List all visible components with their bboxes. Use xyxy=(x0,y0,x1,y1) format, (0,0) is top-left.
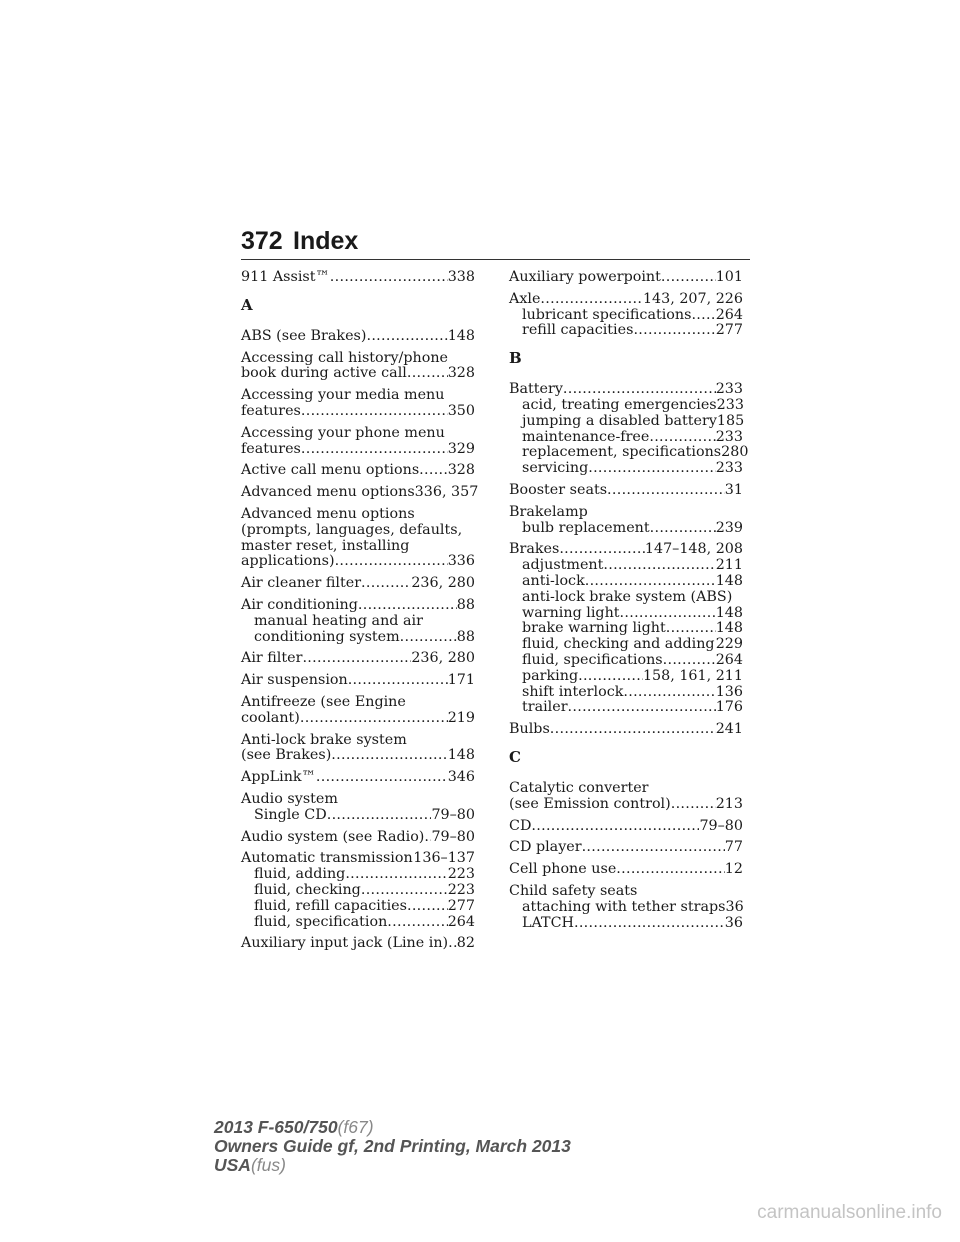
index-entry xyxy=(241,733,475,765)
page-number: 372 xyxy=(241,227,283,255)
page-reference: 233 xyxy=(715,381,743,398)
index-entry xyxy=(241,329,475,345)
index-entry xyxy=(509,381,749,477)
dot-leader xyxy=(588,461,715,477)
index-entry-line xyxy=(509,819,743,835)
entry-term: Air filter xyxy=(241,650,303,667)
index-entry xyxy=(241,576,475,592)
page-reference: 336 xyxy=(447,553,475,570)
index-column-right xyxy=(509,269,749,937)
entry-term: Accessing call history/phone xyxy=(241,349,449,366)
page-reference: 338 xyxy=(447,269,475,285)
entry-term: fluid, specifications xyxy=(522,651,663,668)
index-entry-line xyxy=(241,748,475,764)
dot-leader xyxy=(301,404,448,420)
page-reference: 229 xyxy=(715,636,743,653)
page-reference: 147–148, 208 xyxy=(644,541,743,558)
index-subentry-line xyxy=(509,461,743,477)
entry-term: Active call menu options xyxy=(241,462,420,479)
entry-term: replacement, specifications xyxy=(522,444,722,461)
dot-leader xyxy=(345,867,447,883)
index-entry-line xyxy=(241,463,475,479)
header-rule xyxy=(241,259,750,260)
page-reference: 239 xyxy=(715,519,743,536)
index-entry-line xyxy=(241,404,475,420)
entry-term: trailer xyxy=(522,699,568,716)
index-entry-line xyxy=(509,797,743,813)
index-subentry-line xyxy=(509,414,743,430)
index-entry-line xyxy=(509,862,743,878)
index-entry-line xyxy=(509,542,743,558)
page-reference: 213 xyxy=(715,795,743,812)
index-subentry-line xyxy=(241,808,475,824)
index-entry-line xyxy=(509,722,743,738)
index-entry-line xyxy=(241,484,479,501)
index-subentry-line xyxy=(509,653,743,669)
index-entry-line xyxy=(241,329,475,345)
index-entry xyxy=(509,270,743,286)
index-subentry-line xyxy=(241,614,475,630)
index-entry-line xyxy=(241,442,475,458)
page-reference: 143, 207, 226 xyxy=(642,290,743,307)
footer xyxy=(214,1118,571,1175)
dot-leader xyxy=(407,366,448,382)
entry-term: anti-lock brake system (ABS) xyxy=(522,588,733,605)
page-reference: 158, 161, 211 xyxy=(642,667,743,684)
index-subentry-line xyxy=(509,444,749,461)
entry-term: warning light xyxy=(522,604,620,621)
page-reference: 79–80 xyxy=(699,817,743,834)
entry-term: refill capacities xyxy=(522,322,634,339)
dot-leader xyxy=(550,722,716,738)
dot-leader xyxy=(633,323,715,339)
index-entry xyxy=(241,770,475,786)
entry-term: Audio system (see Radio) xyxy=(241,828,425,845)
page-reference: 36 xyxy=(725,898,744,915)
index-subentry-line xyxy=(509,606,743,622)
entry-term: jumping a disabled battery xyxy=(522,412,717,429)
entry-term: (see Brakes) xyxy=(241,747,332,764)
entry-term: brake warning light xyxy=(522,620,666,637)
entry-term: adjustment xyxy=(522,557,604,574)
entry-term: ABS (see Brakes) xyxy=(241,327,367,344)
entry-term: servicing xyxy=(522,460,589,477)
page-reference: 336, 357 xyxy=(414,484,479,501)
page-reference: 264 xyxy=(447,913,475,930)
dot-leader xyxy=(603,558,715,574)
dot-leader xyxy=(616,862,725,878)
index-entry-line xyxy=(241,792,475,808)
entry-term: shift interlock xyxy=(522,683,624,700)
page-reference: 277 xyxy=(447,897,475,914)
page-reference: 223 xyxy=(447,866,475,883)
page-reference: 329 xyxy=(447,440,475,457)
dot-leader xyxy=(316,770,448,786)
dot-leader xyxy=(649,430,715,446)
entry-term: anti-lock xyxy=(522,572,585,589)
index-entry-line xyxy=(241,733,475,749)
dot-leader xyxy=(335,554,448,570)
dot-leader xyxy=(330,270,448,286)
dot-leader xyxy=(663,653,716,669)
page-reference: 171 xyxy=(447,672,475,689)
page-reference: 148 xyxy=(715,604,743,621)
entry-term: Auxiliary powerpoint xyxy=(509,269,661,285)
index-letter-heading: C xyxy=(509,747,521,766)
index-subentry-line xyxy=(241,883,475,899)
footer-line-model xyxy=(214,1118,571,1137)
index-subentry-line xyxy=(509,900,743,916)
entry-term: AppLink™ xyxy=(241,769,316,786)
index-entry xyxy=(241,463,475,479)
entry-term: Advanced menu options xyxy=(241,505,415,522)
index-entry xyxy=(509,781,743,813)
page-reference: 328 xyxy=(447,462,475,479)
entry-term: fluid, specification xyxy=(254,913,388,930)
index-entry-line xyxy=(241,576,475,592)
index-entry-line xyxy=(241,598,475,614)
index-subentry-line xyxy=(241,899,475,915)
dot-leader xyxy=(559,542,645,558)
page-reference: 264 xyxy=(715,306,743,323)
dot-leader xyxy=(574,916,725,932)
index-subentry-line xyxy=(509,558,743,574)
index-entry xyxy=(241,673,475,689)
dot-leader xyxy=(563,382,716,398)
page-reference: 136–137 xyxy=(413,850,475,867)
entry-term: CD player xyxy=(509,839,582,856)
page-header xyxy=(241,226,750,262)
dot-leader xyxy=(650,521,716,537)
page-reference: 148 xyxy=(715,572,743,589)
entry-term: parking xyxy=(522,667,579,684)
dot-leader xyxy=(358,598,457,614)
index-subentry-line xyxy=(241,867,475,883)
index-entry-line xyxy=(241,673,475,689)
index-entry-line xyxy=(509,505,743,521)
dot-leader xyxy=(540,292,643,308)
index-entry xyxy=(509,840,743,856)
index-subentry-line xyxy=(509,574,743,590)
index-entry xyxy=(241,695,475,727)
entry-term: Brakes xyxy=(509,541,560,558)
page-reference: 148 xyxy=(447,327,475,344)
index-entry xyxy=(241,484,479,501)
entry-term: LATCH xyxy=(522,914,574,931)
entry-term: features xyxy=(241,440,301,457)
index-entry xyxy=(241,651,475,667)
entry-term: Advanced menu options xyxy=(241,484,415,501)
entry-term: Air suspension xyxy=(241,672,348,689)
page-reference: 148 xyxy=(447,747,475,764)
entry-term: 911 Assist™ xyxy=(241,269,330,285)
entry-term: Single CD xyxy=(254,806,327,823)
index-entry-line xyxy=(509,781,743,797)
entry-term: Air cleaner filter xyxy=(241,575,362,592)
page-reference: 101 xyxy=(715,269,743,285)
section-title: Index xyxy=(293,227,359,255)
dot-leader xyxy=(582,840,725,856)
page-reference: 350 xyxy=(447,402,475,419)
entry-term: Anti-lock brake system xyxy=(241,731,407,748)
dot-leader xyxy=(366,329,447,345)
index-entry xyxy=(241,351,475,383)
dot-leader xyxy=(585,574,716,590)
dot-leader xyxy=(400,630,457,646)
entry-term: Air conditioning xyxy=(241,596,358,613)
index-column-left xyxy=(241,269,479,958)
page-reference: 236, 280 xyxy=(411,650,475,667)
dot-leader xyxy=(387,915,447,931)
page-reference: 233 xyxy=(715,460,743,477)
dot-leader xyxy=(300,711,448,727)
watermark: carmanualsonline.info xyxy=(757,1202,942,1223)
page-reference: 88 xyxy=(456,628,475,645)
page-reference: 12 xyxy=(724,861,743,878)
dot-leader xyxy=(607,483,725,499)
entry-term: lubricant specifications xyxy=(522,306,692,323)
index-entry xyxy=(509,292,743,339)
entry-term: fluid, adding xyxy=(254,866,346,883)
index-subentry-line xyxy=(509,637,743,653)
page-reference: 277 xyxy=(715,322,743,339)
entry-term: fluid, checking and adding xyxy=(522,636,715,653)
index-entry-line xyxy=(241,830,475,846)
dot-leader xyxy=(331,748,447,764)
page-reference: 79–80 xyxy=(431,828,475,845)
entry-term: fluid, checking xyxy=(254,881,361,898)
index-entry-line xyxy=(509,840,743,856)
entry-term: maintenance-free xyxy=(522,428,650,445)
entry-term: Audio system xyxy=(241,790,338,807)
index-subentry-line xyxy=(509,621,743,637)
entry-term: Booster seats xyxy=(509,481,608,498)
index-entry xyxy=(509,722,743,738)
index-entry-line xyxy=(241,388,475,404)
index-entry xyxy=(509,505,743,537)
index-subentry-line xyxy=(509,308,743,324)
dot-leader xyxy=(361,576,411,592)
index-subentry-line xyxy=(241,915,475,931)
entry-term: Bulbs xyxy=(509,721,550,738)
page-reference: 233 xyxy=(716,396,744,413)
dot-leader xyxy=(348,673,448,689)
index-entry-line xyxy=(241,711,475,727)
page-reference: 136 xyxy=(715,683,743,700)
entry-term: Auxiliary input jack (Line in) xyxy=(241,935,449,952)
page-reference: 264 xyxy=(715,651,743,668)
entry-term: bulb replacement xyxy=(522,519,650,536)
index-subentry-line xyxy=(509,398,743,414)
page-reference: 223 xyxy=(447,881,475,898)
entry-term: conditioning system xyxy=(254,628,400,645)
index-entry-line xyxy=(241,851,475,867)
dot-leader xyxy=(568,700,716,716)
index-entry-line xyxy=(241,936,475,952)
entry-term: (see Emission control) xyxy=(509,795,671,812)
dot-leader xyxy=(419,463,448,479)
page-reference: 280 xyxy=(721,444,749,461)
index-entry xyxy=(241,426,475,458)
index-entry-line xyxy=(509,382,743,398)
entry-term: book during active call xyxy=(241,365,407,382)
index-entry xyxy=(509,819,743,835)
entry-term: Accessing your media menu xyxy=(241,387,445,404)
dot-leader xyxy=(623,685,715,701)
index-subentry-line xyxy=(509,700,743,716)
index-entry-line xyxy=(509,884,743,900)
index-entry-line xyxy=(241,770,475,786)
index-entry-line xyxy=(241,507,475,523)
page-reference: 36 xyxy=(724,914,743,931)
index-entry-line xyxy=(241,651,475,667)
footer-region: USA xyxy=(214,1155,251,1175)
index-entry-line xyxy=(241,270,475,286)
page-reference: 148 xyxy=(715,620,743,637)
dot-leader xyxy=(302,651,411,667)
dot-leader xyxy=(301,442,448,458)
dot-leader xyxy=(578,669,643,685)
page-reference: 79–80 xyxy=(431,806,475,823)
index-entry xyxy=(241,598,475,645)
entry-term: coolant) xyxy=(241,709,300,726)
entry-term: Brakelamp xyxy=(509,503,588,520)
entry-term: applications) xyxy=(241,553,335,570)
dot-leader xyxy=(531,819,699,835)
footer-model: 2013 F-650/750 xyxy=(214,1117,338,1137)
dot-leader xyxy=(691,308,715,324)
footer-printing: Owners Guide gf, 2nd Printing, March 2013 xyxy=(214,1136,571,1156)
dot-leader xyxy=(361,883,448,899)
dot-leader xyxy=(666,621,716,637)
page-reference: 346 xyxy=(447,769,475,786)
index-entry-line xyxy=(509,292,743,308)
entry-term: manual heating and air xyxy=(254,612,423,629)
index-entry xyxy=(509,483,743,499)
entry-term: Axle xyxy=(509,290,541,307)
page-reference: 31 xyxy=(724,481,743,498)
index-entry-line xyxy=(241,523,475,539)
page-reference: 82 xyxy=(456,935,475,952)
page-reference: 176 xyxy=(715,699,743,716)
page-reference: 236, 280 xyxy=(411,575,475,592)
entry-term: Catalytic converter xyxy=(509,779,649,796)
dot-leader xyxy=(671,797,716,813)
dot-leader xyxy=(661,270,716,286)
index-letter-heading: B xyxy=(509,349,522,368)
page-reference: 211 xyxy=(715,557,743,574)
index-entry xyxy=(241,851,475,930)
entry-term: Antifreeze (see Engine xyxy=(241,693,406,710)
index-entry-line xyxy=(241,539,475,555)
entry-term: Accessing your phone menu xyxy=(241,424,445,441)
page-reference: 233 xyxy=(715,428,743,445)
entry-term: attaching with tether straps xyxy=(522,898,726,915)
entry-term: Cell phone use xyxy=(509,861,617,878)
index-subentry-line xyxy=(241,630,475,646)
dot-leader xyxy=(424,830,431,846)
index-entry-line xyxy=(241,695,475,711)
index-entry xyxy=(509,884,743,931)
index-subentry-line xyxy=(509,430,743,446)
index-entry-line xyxy=(241,426,475,442)
footer-model-code: (f67) xyxy=(337,1117,374,1137)
index-entry-line xyxy=(509,483,743,499)
footer-line-region xyxy=(214,1156,571,1175)
page-reference: 219 xyxy=(447,709,475,726)
index-entry xyxy=(241,388,475,420)
index-letter-heading: A xyxy=(241,295,253,314)
entry-term: (prompts, languages, defaults, xyxy=(241,521,463,538)
index-entry-line xyxy=(241,554,475,570)
index-entry xyxy=(241,507,475,570)
index-entry xyxy=(241,792,475,824)
index-entry xyxy=(241,270,475,286)
entry-term: Automatic transmission xyxy=(241,850,413,867)
index-entry xyxy=(241,830,475,846)
index-entry xyxy=(241,936,475,952)
entry-term: acid, treating emergencies xyxy=(522,396,717,413)
entry-term: Child safety seats xyxy=(509,882,638,899)
entry-term: Battery xyxy=(509,381,563,398)
page-reference: 241 xyxy=(715,721,743,738)
index-entry-line xyxy=(241,351,475,367)
dot-leader xyxy=(327,808,432,824)
page-reference: 77 xyxy=(724,839,743,856)
index-subentry-line xyxy=(509,521,743,537)
dot-leader xyxy=(620,606,716,622)
index-entry-line xyxy=(509,270,743,286)
dot-leader xyxy=(448,936,457,952)
entry-term: features xyxy=(241,402,301,419)
page-reference: 88 xyxy=(456,596,475,613)
index-subentry-line xyxy=(509,916,743,932)
footer-region-code: (fus) xyxy=(250,1155,286,1175)
index-entry xyxy=(509,542,743,716)
page-reference: 328 xyxy=(447,365,475,382)
index-entry xyxy=(509,862,743,878)
index-subentry-line xyxy=(509,323,743,339)
index-subentry-line xyxy=(509,669,743,685)
dot-leader xyxy=(407,899,448,915)
index-subentry-line xyxy=(509,685,743,701)
entry-term: CD xyxy=(509,817,532,834)
entry-term: fluid, refill capacities xyxy=(254,897,407,914)
page-reference: 185 xyxy=(716,412,745,429)
entry-term: master reset, installing xyxy=(241,537,410,554)
index-subentry-line xyxy=(509,590,743,606)
index-entry-line xyxy=(241,366,475,382)
